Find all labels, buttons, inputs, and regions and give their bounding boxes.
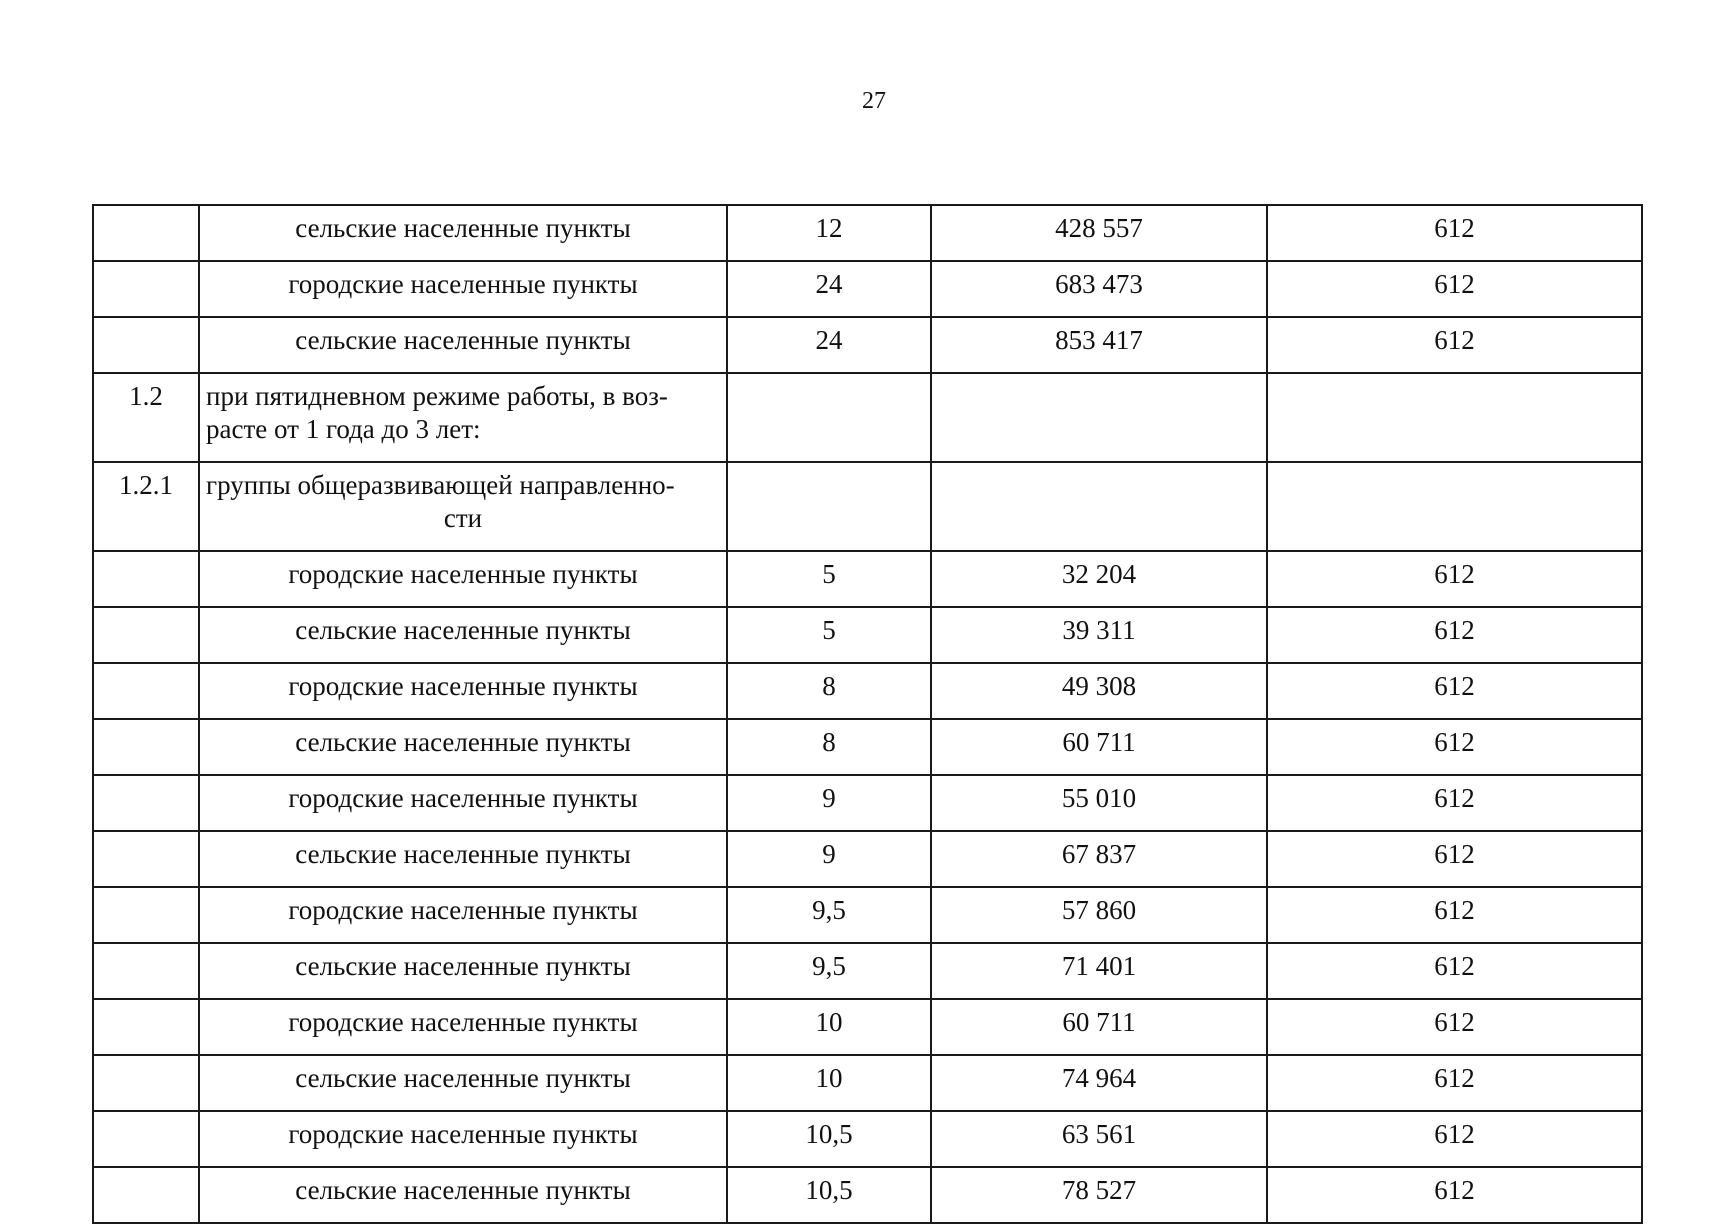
row-name-cell bbox=[199, 551, 727, 607]
row-name-line: городские населенные пункты bbox=[288, 1119, 638, 1149]
row-cost-cell: 71 401 bbox=[931, 943, 1267, 999]
row-cost-cell: 74 964 bbox=[931, 1055, 1267, 1111]
table-row bbox=[93, 943, 1642, 999]
row-name-line: сельские населенные пункты bbox=[295, 1063, 631, 1093]
table-row bbox=[93, 205, 1642, 261]
row-name-cell bbox=[199, 831, 727, 887]
row-number-cell: 1.2.1 bbox=[93, 462, 199, 551]
row-name-cell bbox=[199, 607, 727, 663]
table-row bbox=[93, 831, 1642, 887]
row-name-cell bbox=[199, 663, 727, 719]
row-code-cell: 612 bbox=[1267, 775, 1642, 831]
row-number-cell bbox=[93, 719, 199, 775]
table-row bbox=[93, 1167, 1642, 1223]
row-hours-cell: 5 bbox=[727, 607, 931, 663]
row-name-line: сельские населенные пункты bbox=[295, 951, 631, 981]
row-code-cell bbox=[1267, 373, 1642, 462]
table-row bbox=[93, 373, 1642, 462]
table-row bbox=[93, 462, 1642, 551]
row-name-cell bbox=[199, 205, 727, 261]
row-name-cell bbox=[199, 999, 727, 1055]
table-row bbox=[93, 1055, 1642, 1111]
row-hours-cell bbox=[727, 462, 931, 551]
row-hours-cell: 8 bbox=[727, 663, 931, 719]
row-name-cell bbox=[199, 373, 727, 462]
row-name-cell bbox=[199, 462, 727, 551]
table-row bbox=[93, 719, 1642, 775]
row-code-cell: 612 bbox=[1267, 1055, 1642, 1111]
table-row bbox=[93, 663, 1642, 719]
row-name-line: сельские населенные пункты bbox=[295, 1175, 631, 1205]
row-number-cell bbox=[93, 1055, 199, 1111]
row-cost-cell: 60 711 bbox=[931, 719, 1267, 775]
row-hours-cell: 10 bbox=[727, 1055, 931, 1111]
row-code-cell: 612 bbox=[1267, 607, 1642, 663]
table-row bbox=[93, 1111, 1642, 1167]
row-name-cell bbox=[199, 1167, 727, 1223]
row-hours-cell: 24 bbox=[727, 317, 931, 373]
row-code-cell: 612 bbox=[1267, 999, 1642, 1055]
row-code-cell: 612 bbox=[1267, 205, 1642, 261]
row-code-cell bbox=[1267, 462, 1642, 551]
row-cost-cell bbox=[931, 373, 1267, 462]
row-number-cell bbox=[93, 205, 199, 261]
row-name-cell bbox=[199, 261, 727, 317]
row-name-cell bbox=[199, 943, 727, 999]
row-cost-cell: 32 204 bbox=[931, 551, 1267, 607]
table-row bbox=[93, 607, 1642, 663]
row-number-cell bbox=[93, 551, 199, 607]
row-cost-cell: 39 311 bbox=[931, 607, 1267, 663]
row-hours-cell: 9,5 bbox=[727, 943, 931, 999]
row-code-cell: 612 bbox=[1267, 317, 1642, 373]
row-cost-cell: 853 417 bbox=[931, 317, 1267, 373]
row-hours-cell: 9 bbox=[727, 831, 931, 887]
row-cost-cell: 57 860 bbox=[931, 887, 1267, 943]
row-name-cell bbox=[199, 887, 727, 943]
row-hours-cell: 9,5 bbox=[727, 887, 931, 943]
row-cost-cell: 78 527 bbox=[931, 1167, 1267, 1223]
row-cost-cell: 60 711 bbox=[931, 999, 1267, 1055]
row-number-cell bbox=[93, 1167, 199, 1223]
row-hours-cell: 10 bbox=[727, 999, 931, 1055]
row-cost-cell: 49 308 bbox=[931, 663, 1267, 719]
table-row bbox=[93, 261, 1642, 317]
page-number: 27 bbox=[862, 88, 886, 114]
row-code-cell: 612 bbox=[1267, 551, 1642, 607]
row-code-cell: 612 bbox=[1267, 261, 1642, 317]
row-hours-cell: 10,5 bbox=[727, 1167, 931, 1223]
row-cost-cell: 683 473 bbox=[931, 261, 1267, 317]
tariff-table bbox=[92, 204, 1643, 1224]
row-hours-cell bbox=[727, 373, 931, 462]
row-number-cell: 1.2 bbox=[93, 373, 199, 462]
row-name-line: при пятидневном режиме работы, в воз- bbox=[206, 381, 668, 411]
row-code-cell: 612 bbox=[1267, 663, 1642, 719]
row-number-cell bbox=[93, 887, 199, 943]
row-name-cell bbox=[199, 1055, 727, 1111]
table-row bbox=[93, 551, 1642, 607]
row-cost-cell: 67 837 bbox=[931, 831, 1267, 887]
row-code-cell: 612 bbox=[1267, 831, 1642, 887]
row-name-line: городские населенные пункты bbox=[288, 783, 638, 813]
row-name-line: городские населенные пункты bbox=[288, 559, 638, 589]
row-number-cell bbox=[93, 317, 199, 373]
row-hours-cell: 8 bbox=[727, 719, 931, 775]
row-number-cell bbox=[93, 999, 199, 1055]
row-name-line: городские населенные пункты bbox=[288, 671, 638, 701]
row-hours-cell: 5 bbox=[727, 551, 931, 607]
row-cost-cell: 63 561 bbox=[931, 1111, 1267, 1167]
row-hours-cell: 12 bbox=[727, 205, 931, 261]
row-code-cell: 612 bbox=[1267, 1167, 1642, 1223]
row-code-cell: 612 bbox=[1267, 887, 1642, 943]
row-name-line: городские населенные пункты bbox=[288, 895, 638, 925]
row-cost-cell bbox=[931, 462, 1267, 551]
row-name-line: расте от 1 года до 3 лет: bbox=[206, 414, 481, 444]
row-number-cell bbox=[93, 943, 199, 999]
row-name-line: сельские населенные пункты bbox=[295, 213, 631, 243]
row-number-cell bbox=[93, 775, 199, 831]
row-name-line: сельские населенные пункты bbox=[295, 839, 631, 869]
row-code-cell: 612 bbox=[1267, 943, 1642, 999]
row-name-line: сельские населенные пункты bbox=[295, 615, 631, 645]
row-hours-cell: 10,5 bbox=[727, 1111, 931, 1167]
row-name-cell bbox=[199, 1111, 727, 1167]
row-cost-cell: 428 557 bbox=[931, 205, 1267, 261]
row-name-line: городские населенные пункты bbox=[288, 269, 638, 299]
row-name-line: группы общеразвивающей направленно- bbox=[206, 470, 675, 500]
table-body bbox=[93, 205, 1642, 1223]
row-hours-cell: 9 bbox=[727, 775, 931, 831]
row-code-cell: 612 bbox=[1267, 1111, 1642, 1167]
row-number-cell bbox=[93, 261, 199, 317]
row-code-cell: 612 bbox=[1267, 719, 1642, 775]
row-name-cell bbox=[199, 775, 727, 831]
table-row bbox=[93, 999, 1642, 1055]
row-name-line: городские населенные пункты bbox=[288, 1007, 638, 1037]
row-name-line: сти bbox=[443, 503, 483, 533]
row-hours-cell: 24 bbox=[727, 261, 931, 317]
table-row bbox=[93, 775, 1642, 831]
row-name-cell bbox=[199, 317, 727, 373]
table-row bbox=[93, 317, 1642, 373]
row-number-cell bbox=[93, 663, 199, 719]
row-number-cell bbox=[93, 831, 199, 887]
row-name-line: сельские населенные пункты bbox=[295, 727, 631, 757]
row-name-cell bbox=[199, 719, 727, 775]
row-number-cell bbox=[93, 1111, 199, 1167]
table-row bbox=[93, 887, 1642, 943]
row-name-line: сельские населенные пункты bbox=[295, 325, 631, 355]
row-cost-cell: 55 010 bbox=[931, 775, 1267, 831]
row-number-cell bbox=[93, 607, 199, 663]
